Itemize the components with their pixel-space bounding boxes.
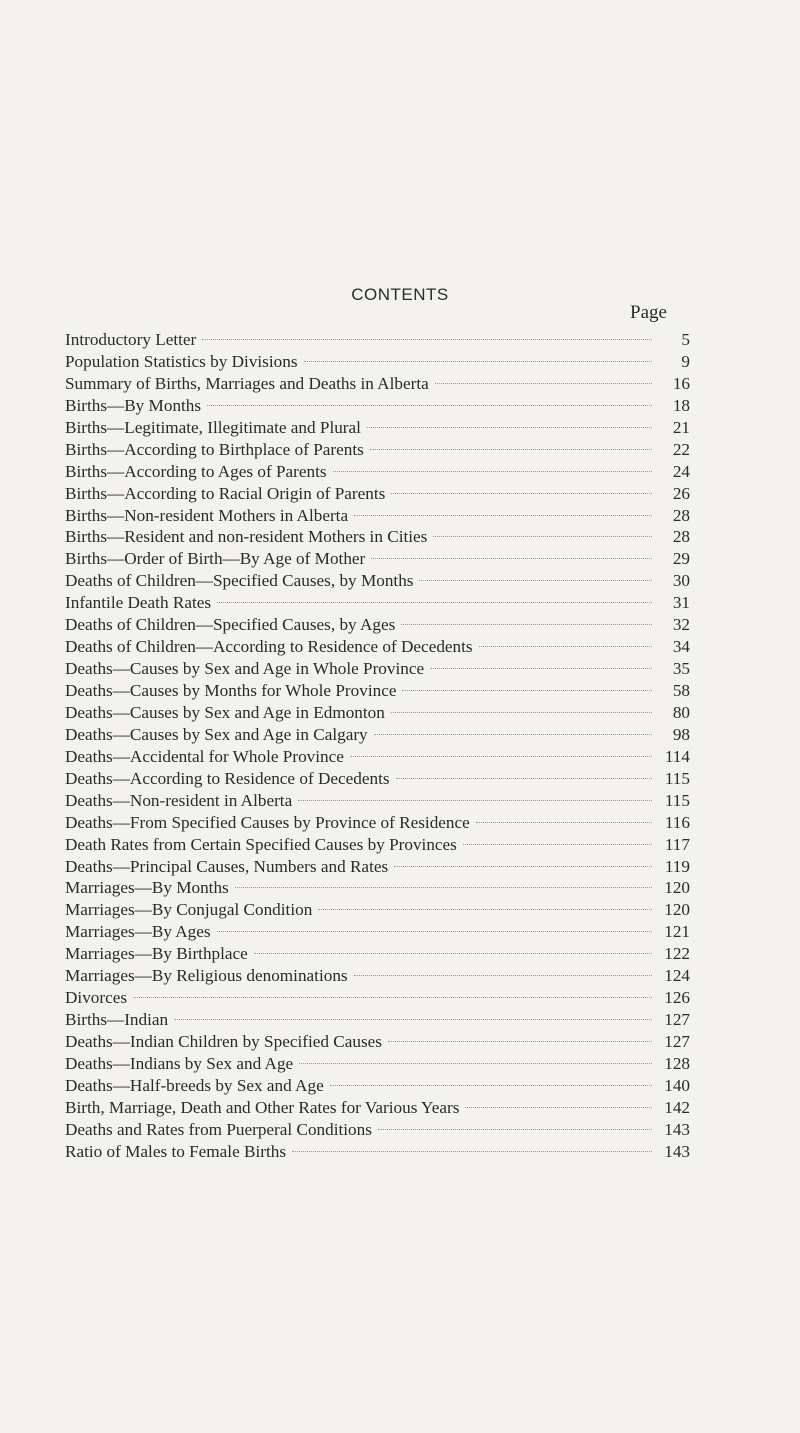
dot-leader xyxy=(304,360,652,362)
toc-entry-page-number: 35 xyxy=(672,659,690,679)
toc-entry-page-number: 115 xyxy=(664,790,690,810)
toc-entry-title: Marriages—By Birthplace xyxy=(65,944,248,964)
toc-entry-title: Marriages—By Ages xyxy=(65,922,211,942)
toc-entry-page-number: 34 xyxy=(672,637,690,657)
toc-entry-page-number: 18 xyxy=(672,395,690,415)
dot-leader xyxy=(419,579,652,581)
dot-leader xyxy=(330,1084,652,1086)
toc-entry xyxy=(65,834,690,856)
dot-leader xyxy=(217,601,652,603)
toc-entry xyxy=(65,373,690,395)
dot-leader xyxy=(370,448,652,450)
dot-leader xyxy=(202,338,652,340)
toc-entry-title: Birth, Marriage, Death and Other Rates for Various Years xyxy=(65,1097,460,1117)
dot-leader xyxy=(401,623,652,625)
toc-entry xyxy=(65,1141,690,1163)
toc-entry xyxy=(65,439,690,461)
toc-entry-page-number: 124 xyxy=(664,966,690,986)
toc-entry-page-number: 120 xyxy=(664,900,690,920)
toc-entry-page-number: 16 xyxy=(672,373,690,393)
toc-entry xyxy=(65,856,690,878)
toc-entry xyxy=(65,614,690,636)
toc-entry xyxy=(65,768,690,790)
toc-entry-page-number: 28 xyxy=(672,527,690,547)
toc-entry-page-number: 80 xyxy=(672,702,690,722)
dot-leader xyxy=(391,711,652,713)
toc-entry-page-number: 121 xyxy=(664,922,690,942)
page-title: CONTENTS xyxy=(351,285,449,304)
toc-entry-page-number: 26 xyxy=(672,483,690,503)
toc-entry xyxy=(65,329,690,351)
dot-leader xyxy=(374,733,652,735)
toc-entry xyxy=(65,505,690,527)
dot-leader xyxy=(217,930,652,932)
dot-leader xyxy=(133,996,652,998)
toc-entry-page-number: 127 xyxy=(664,1010,690,1030)
toc-entry-page-number: 24 xyxy=(672,461,690,481)
dot-leader xyxy=(479,645,652,647)
dot-leader xyxy=(367,426,652,428)
toc-entry-page-number: 140 xyxy=(664,1075,690,1095)
dot-leader xyxy=(402,689,652,691)
toc-entry-page-number: 28 xyxy=(672,505,690,525)
toc-entry-title: Deaths of Children—Specified Causes, by Ages xyxy=(65,615,396,635)
toc-entry-page-number: 128 xyxy=(664,1053,690,1073)
toc-entry-title: Births—Order of Birth—By Age of Mother xyxy=(65,549,366,569)
toc-entry xyxy=(65,636,690,658)
toc-entry xyxy=(65,943,690,965)
dot-leader xyxy=(354,974,652,976)
toc-entry-title: Summary of Births, Marriages and Deaths in Alberta xyxy=(65,373,429,393)
toc-entry xyxy=(65,395,690,417)
table-of-contents xyxy=(65,329,690,1163)
toc-entry-title: Deaths—Non-resident in Alberta xyxy=(65,790,293,810)
toc-entry-title: Deaths of Children—According to Residence of Decedents xyxy=(65,637,473,657)
dot-leader xyxy=(396,777,652,779)
toc-entry xyxy=(65,1031,690,1053)
toc-entry xyxy=(65,746,690,768)
toc-entry-title: Births—According to Ages of Parents xyxy=(65,461,327,481)
toc-entry xyxy=(65,921,690,943)
dot-leader xyxy=(463,843,652,845)
dot-leader xyxy=(298,799,652,801)
dot-leader xyxy=(299,1062,652,1064)
dot-leader xyxy=(350,755,652,757)
toc-entry-page-number: 116 xyxy=(664,812,690,832)
dot-leader xyxy=(174,1018,652,1020)
toc-entry-title: Divorces xyxy=(65,988,128,1008)
toc-entry-title: Deaths—According to Residence of Decedents xyxy=(65,768,390,788)
dot-leader xyxy=(465,1106,652,1108)
toc-entry-page-number: 31 xyxy=(672,593,690,613)
toc-entry-page-number: 29 xyxy=(672,549,690,569)
toc-entry-page-number: 98 xyxy=(672,724,690,744)
toc-entry-title: Deaths—Principal Causes, Numbers and Rates xyxy=(65,856,389,876)
toc-entry xyxy=(65,461,690,483)
toc-entry xyxy=(65,812,690,834)
toc-entry-page-number: 115 xyxy=(664,768,690,788)
toc-entry-title: Marriages—By Conjugal Condition xyxy=(65,900,313,920)
toc-entry xyxy=(65,570,690,592)
toc-entry-page-number: 9 xyxy=(681,351,690,371)
toc-entry-page-number: 22 xyxy=(672,439,690,459)
toc-entry-title: Infantile Death Rates xyxy=(65,593,212,613)
toc-entry-page-number: 117 xyxy=(664,834,690,854)
toc-entry xyxy=(65,965,690,987)
toc-entry xyxy=(65,592,690,614)
toc-entry-title: Births—By Months xyxy=(65,395,202,415)
toc-entry-title: Deaths—Indian Children by Specified Causes xyxy=(65,1032,382,1051)
toc-entry xyxy=(65,790,690,812)
toc-entry-title: Marriages—By Months xyxy=(65,878,229,898)
dot-leader xyxy=(430,667,652,669)
dot-leader xyxy=(388,1040,652,1042)
toc-entry-title: Births—According to Birthplace of Parents xyxy=(65,439,364,459)
dot-leader xyxy=(433,535,652,537)
toc-entry-title: Introductory Letter xyxy=(65,330,197,349)
toc-entry xyxy=(65,1053,690,1075)
toc-entry xyxy=(65,899,690,921)
toc-entry-page-number: 142 xyxy=(664,1097,690,1117)
toc-entry-page-number: 143 xyxy=(664,1119,690,1139)
toc-entry-page-number: 58 xyxy=(672,681,690,700)
toc-entry xyxy=(65,351,690,373)
dot-leader xyxy=(318,908,652,910)
toc-entry-title: Births—Indian xyxy=(65,1010,169,1030)
toc-entry-title: Births—Legitimate, Illegitimate and Plural xyxy=(65,417,361,437)
dot-leader xyxy=(435,382,652,384)
toc-entry-title: Population Statistics by Divisions xyxy=(65,351,298,371)
toc-entry-page-number: 143 xyxy=(664,1141,690,1161)
toc-entry xyxy=(65,1009,690,1031)
toc-entry-title: Deaths and Rates from Puerperal Conditions xyxy=(65,1119,372,1139)
dot-leader xyxy=(378,1128,652,1130)
toc-entry xyxy=(65,658,690,680)
page-column-header: Page xyxy=(630,302,667,323)
toc-entry xyxy=(65,548,690,570)
toc-entry xyxy=(65,483,690,505)
toc-entry-page-number: 127 xyxy=(664,1032,690,1051)
toc-entry-page-number: 5 xyxy=(681,330,690,349)
toc-entry-title: Births—According to Racial Origin of Parents xyxy=(65,483,386,503)
dot-leader xyxy=(394,865,652,867)
toc-entry-page-number: 32 xyxy=(672,615,690,635)
toc-entry xyxy=(65,1075,690,1097)
toc-entry-title: Deaths—Causes by Sex and Age in Whole Province xyxy=(65,659,425,679)
toc-entry-title: Deaths of Children—Specified Causes, by Months xyxy=(65,571,414,591)
toc-entry-title: Deaths—Causes by Sex and Age in Calgary xyxy=(65,724,368,744)
toc-entry-title: Ratio of Males to Female Births xyxy=(65,1141,287,1161)
dot-leader xyxy=(476,821,652,823)
toc-entry-title: Births—Non-resident Mothers in Alberta xyxy=(65,505,349,525)
dot-leader xyxy=(235,886,652,888)
toc-entry xyxy=(65,724,690,746)
toc-entry-title: Deaths—Causes by Months for Whole Province xyxy=(65,681,397,700)
dot-leader xyxy=(333,470,652,472)
toc-entry xyxy=(65,526,690,548)
dot-leader xyxy=(292,1150,652,1152)
toc-entry-title: Deaths—Accidental for Whole Province xyxy=(65,746,344,766)
toc-entry-page-number: 126 xyxy=(664,988,690,1008)
dot-leader xyxy=(391,492,652,494)
toc-entry-title: Deaths—Causes by Sex and Age in Edmonton xyxy=(65,702,385,722)
toc-entry-title: Births—Resident and non-resident Mothers in Cities xyxy=(65,527,428,547)
dot-leader xyxy=(207,404,652,406)
dot-leader xyxy=(354,514,652,516)
toc-entry-title: Marriages—By Religious denominations xyxy=(65,966,348,986)
toc-entry xyxy=(65,877,690,899)
toc-entry xyxy=(65,417,690,439)
toc-entry xyxy=(65,680,690,702)
toc-entry-page-number: 120 xyxy=(664,878,690,898)
toc-entry xyxy=(65,1097,690,1119)
toc-entry xyxy=(65,987,690,1009)
toc-entry-title: Deaths—Indians by Sex and Age xyxy=(65,1053,294,1073)
toc-entry-page-number: 21 xyxy=(672,417,690,437)
toc-entry xyxy=(65,1119,690,1141)
toc-entry-title: Deaths—From Specified Causes by Province of Residence xyxy=(65,812,470,832)
toc-entry-page-number: 119 xyxy=(664,856,690,876)
toc-entry-page-number: 114 xyxy=(664,746,690,766)
toc-entry xyxy=(65,702,690,724)
toc-entry-title: Deaths—Half-breeds by Sex and Age xyxy=(65,1075,324,1095)
toc-entry-page-number: 30 xyxy=(672,571,690,591)
toc-entry-title: Death Rates from Certain Specified Causes by Provinces xyxy=(65,834,457,854)
toc-entry-page-number: 122 xyxy=(664,944,690,964)
dot-leader xyxy=(254,952,652,954)
dot-leader xyxy=(371,557,652,559)
